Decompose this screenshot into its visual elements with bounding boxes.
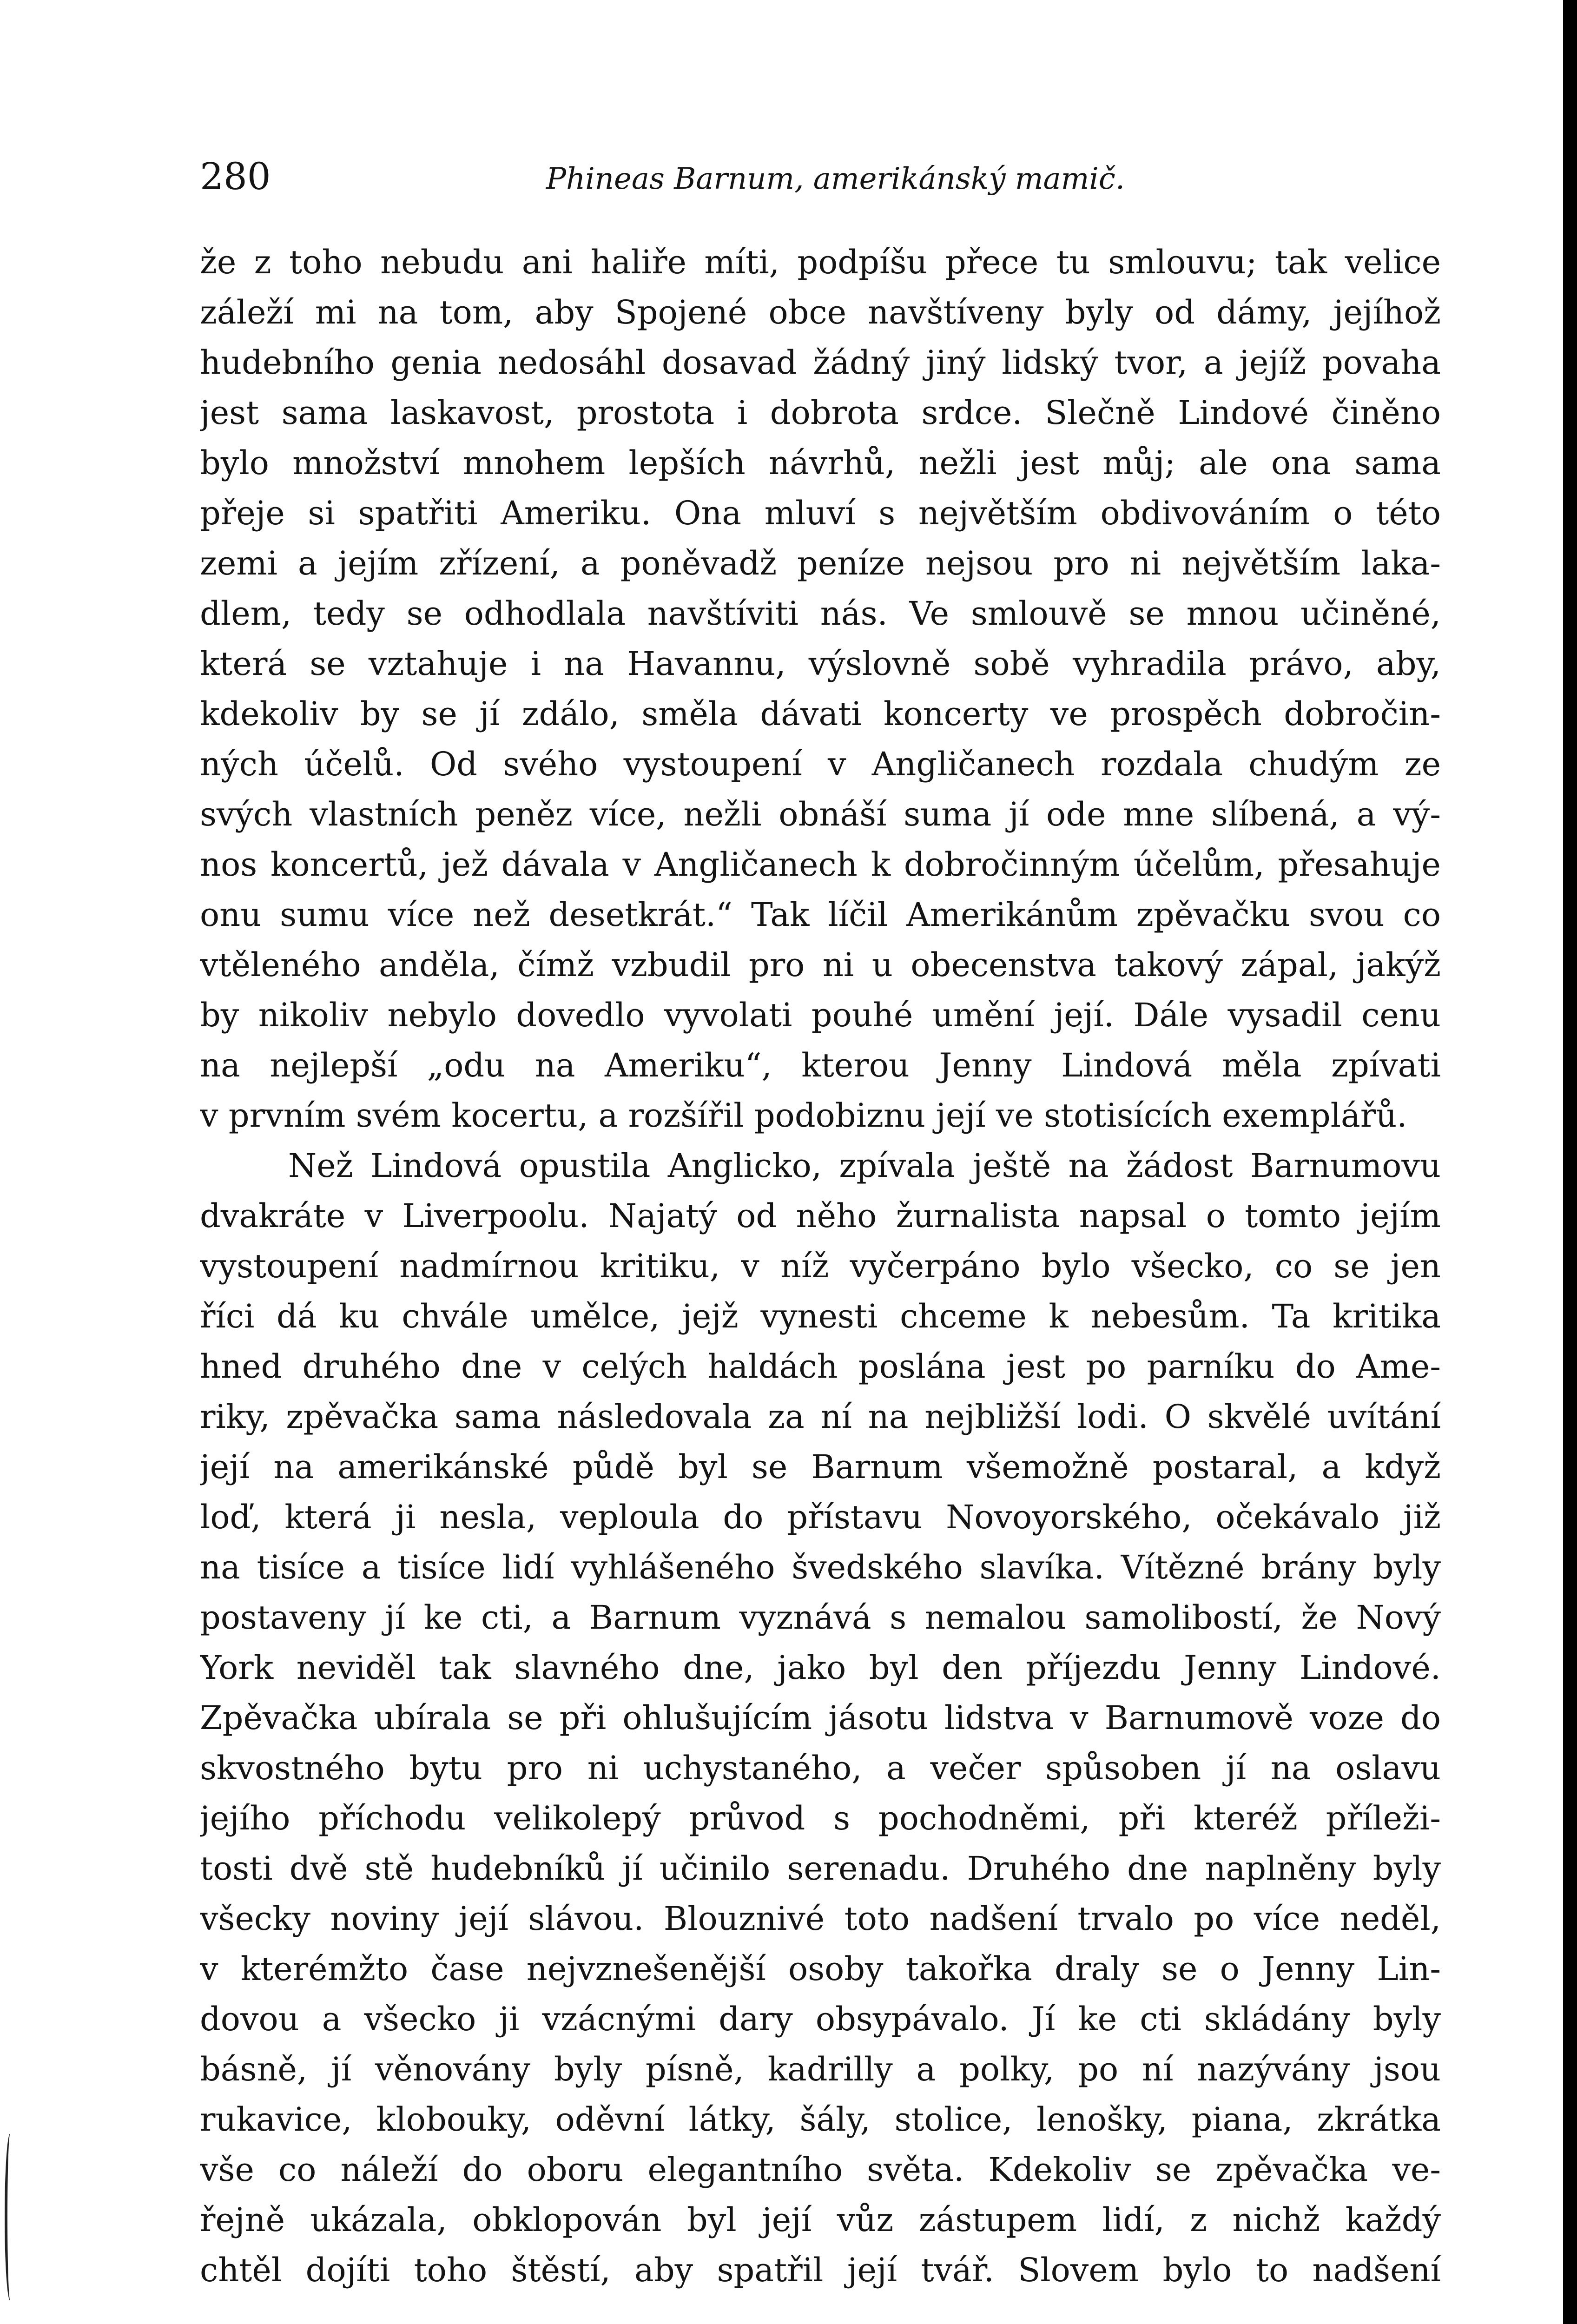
text-line: ných účelů. Od svého vystoupení v Angličanech rozdala chudým ze [200,745,1441,783]
scan-edge-mark [5,2133,16,2301]
text-line: říci dá ku chvále umělce, jejž vynesti chceme k nebesům. Ta kritika [200,1297,1441,1335]
text-line: bylo množství mnohem lepších návrhů, nežli jest můj; ale ona sama [200,444,1441,482]
text-line: rukavice, klobouky, oděvní látky, šály, stolice, lenošky, piana, zkrátka [200,2100,1441,2139]
text-line: dovou a všecko ji vzácnými dary obsypávalo. Jí ke cti skládány byly [200,2000,1441,2038]
text-line: na nejlepší „odu na Ameriku“, kterou Jenny Lindová měla zpívati [200,1046,1441,1084]
text-line: přeje si spatřiti Ameriku. Ona mluví s největším obdivováním o této [200,494,1441,532]
text-line: York neviděl tak slavného dne, jako byl den příjezdu Jenny Lindové. [200,1649,1441,1687]
text-line: její na amerikánské půdě byl se Barnum všemožně postaral, a když [200,1448,1441,1486]
text-line: vystoupení nadmírnou kritiku, v níž vyčerpáno bylo všecko, co se jen [200,1247,1441,1285]
paragraph-start-line: Než Lindová opustila Anglicko, zpívala ještě na žádost Barnumovu [288,1147,1441,1185]
text-line: svých vlastních peněz více, nežli obnáší suma jí ode mne slíbená, a vý- [200,795,1441,833]
text-line: skvostného bytu pro ni uchystaného, a večer spůsoben jí na oslavu [200,1749,1441,1787]
text-line: hudebního genia nedosáhl dosavad žádný jiný lidský tvor, a jejíž povaha [200,343,1441,382]
text-line: básně, jí věnovány byly písně, kadrilly a polky, po ní nazývány jsou [200,2050,1441,2088]
page-header [200,153,1455,200]
text-line: vše co náleží do oboru elegantního světa. Kdekoliv se zpěvačka ve- [200,2151,1441,2189]
text-line: tosti dvě stě hudebníků jí učinilo serenadu. Druhého dne naplněny byly [200,1849,1441,1888]
text-line: Zpěvačka ubírala se při ohlušujícím jásotu lidstva v Barnumově voze do [200,1699,1441,1737]
text-line: loď, která ji nesla, veploula do přístavu Novoyorského, očekávalo již [200,1498,1441,1536]
text-line: kdekoliv by se jí zdálo, směla dávati koncerty ve prospěch dobročin- [200,695,1441,733]
text-line: řejně ukázala, obklopován byl její vůz zástupem lidí, z nichž každý [200,2201,1441,2239]
text-line: hned druhého dne v celých haldách poslána jest po parníku do Ame- [200,1347,1441,1386]
text-line: vtěleného anděla, čímž vzbudil pro ni u obecenstva takový zápal, jakýž [200,946,1441,984]
text-line: která se vztahuje i na Havannu, výslovně sobě vyhradila právo, aby, [200,645,1441,683]
text-line: postaveny jí ke cti, a Barnum vyznává s nemalou samolibostí, že Nový [200,1598,1441,1637]
text-line: záleží mi na tom, aby Spojené obce navštíveny byly od dámy, jejíhož [200,293,1441,331]
text-line: na tisíce a tisíce lidí vyhlášeného švedského slavíka. Vítězné brány byly [200,1548,1441,1586]
text-line: chtěl dojíti toho štěstí, aby spatřil její tvář. Slovem bylo to nadšení [200,2251,1441,2289]
running-title: Phineas Barnum, amerikánský mamič. [546,162,1125,196]
text-line: v kterémžto čase nejvznešenější osoby takořka draly se o Jenny Lin- [200,1950,1441,1988]
text-line: jest sama laskavost, prostota i dobrota srdce. Slečně Lindové činěno [200,394,1441,432]
text-line: jejího příchodu velikolepý průvod s pochodněmi, při kteréž příleži- [200,1799,1441,1837]
text-line: že z toho nebudu ani haliře míti, podpíšu přece tu smlouvu; tak velice [200,243,1441,281]
text-line: riky, zpěvačka sama následovala za ní na nejbližší lodi. O skvělé uvítání [200,1398,1441,1436]
text-line: všecky noviny její slávou. Blouznivé toto nadšení trvalo po více neděl, [200,1900,1441,1938]
text-line: nos koncertů, jež dávala v Angličanech k dobročinným účelům, přesahuje [200,845,1441,884]
text-line: dvakráte v Liverpoolu. Najatý od něho žurnalista napsal o tomto jejím [200,1197,1441,1235]
scan-border [1563,0,1577,2324]
page-number: 280 [200,155,271,198]
text-line: onu sumu více než desetkrát.“ Tak líčil Amerikánům zpěvačku svou co [200,896,1441,934]
body-text [200,237,1441,2295]
paragraph-end-line: v prvním svém kocertu, a rozšířil podobiznu její ve stotisících exemplářů. [200,1096,1407,1135]
text-line: by nikoliv nebylo dovedlo vyvolati pouhé umění její. Dále vysadil cenu [200,996,1441,1034]
text-line: zemi a jejím zřízení, a poněvadž peníze nejsou pro ni největším laka- [200,544,1441,582]
text-line: dlem, tedy se odhodlala navštíviti nás. Ve smlouvě se mnou učiněné, [200,594,1441,633]
